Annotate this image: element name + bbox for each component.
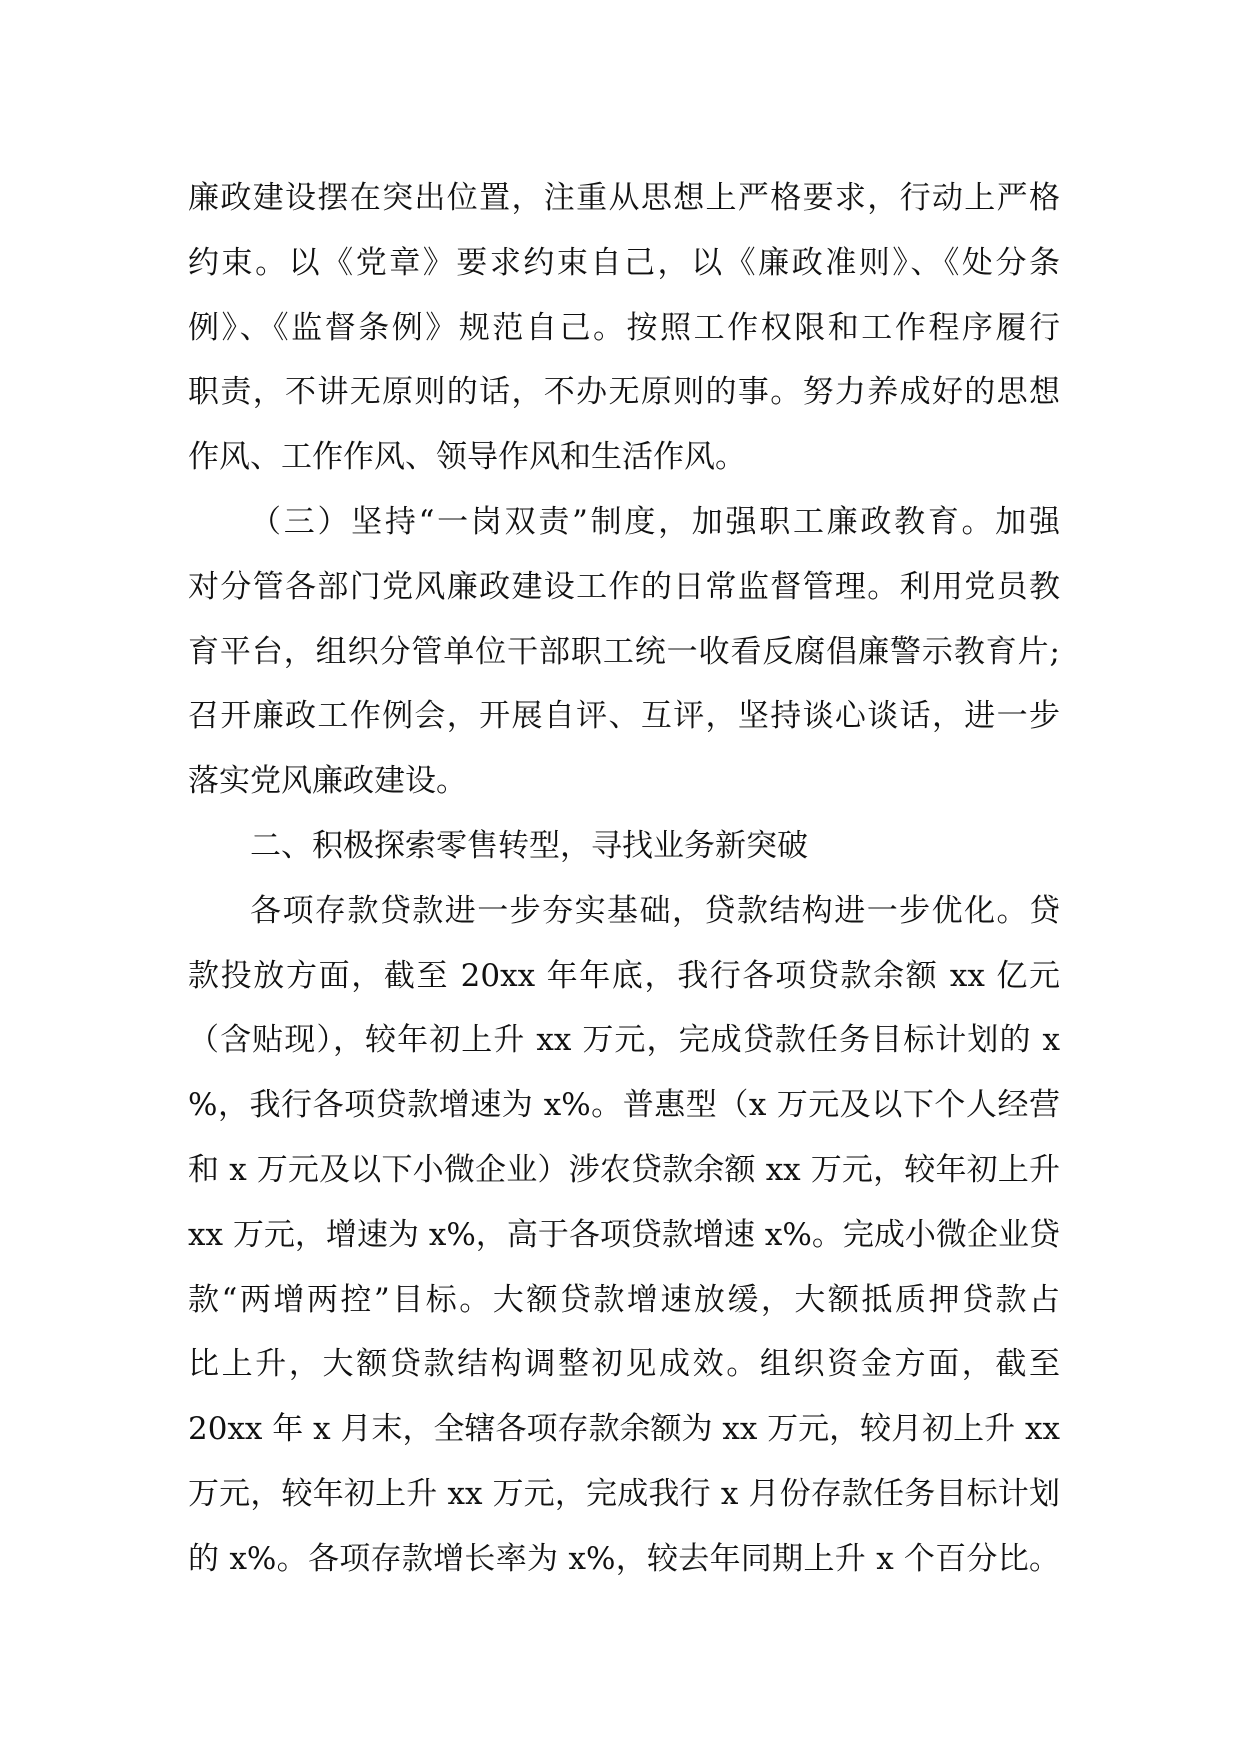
text-line: 的 x%。各项存款增长率为 x%，较去年同期上升 x 个百分比。: [188, 1540, 1060, 1577]
text-line: 约束。以《党章》要求约束自己，以《廉政准则》、《处分条: [188, 244, 1060, 281]
section-heading-line: （三）坚持“一岗双责”制度，加强职工廉政教育。加强: [250, 503, 1060, 540]
section-heading: 二、积极探索零售转型，寻找业务新突破: [250, 827, 808, 864]
text-line: 万元，较年初上升 xx 万元，完成我行 x 月份存款任务目标计划: [188, 1475, 1060, 1512]
text-line: 和 x 万元及以下小微企业）涉农贷款余额 xx 万元，较年初上升: [188, 1151, 1060, 1188]
text-line: （含贴现），较年初上升 xx 万元，完成贷款任务目标计划的 x: [188, 1022, 1060, 1059]
text-line: 款投放方面，截至 20xx 年年底，我行各项贷款余额 xx 亿元: [188, 957, 1060, 994]
text-line: 对分管各部门党风廉政建设工作的日常监督管理。利用党员教: [188, 568, 1060, 605]
text-line: 20xx 年 x 月末，全辖各项存款余额为 xx 万元，较月初上升 xx: [188, 1411, 1060, 1448]
text-line: 比上升，大额贷款结构调整初见成效。组织资金方面，截至: [188, 1346, 1060, 1383]
text-line: 款“两增两控”目标。大额贷款增速放缓，大额抵质押贷款占: [188, 1281, 1060, 1318]
text-line: 各项存款贷款进一步夯实基础，贷款结构进一步优化。贷: [250, 892, 1060, 929]
text-line: 落实党风廉政建设。: [188, 763, 467, 800]
text-line: 例》、《监督条例》规范自己。按照工作权限和工作程序履行: [188, 309, 1060, 346]
text-line: 育平台，组织分管单位干部职工统一收看反腐倡廉警示教育片;: [188, 633, 1060, 670]
text-line: 职责，不讲无原则的话，不办无原则的事。努力养成好的思想: [188, 374, 1060, 411]
document-body: [188, 166, 1060, 1592]
text-line: %，我行各项贷款增速为 x%。普惠型（x 万元及以下个人经营: [188, 1087, 1060, 1124]
text-line: 廉政建设摆在突出位置，注重从思想上严格要求，行动上严格: [188, 180, 1060, 216]
text-line: 作风、工作作风、领导作风和生活作风。: [188, 439, 746, 476]
text-line: 召开廉政工作例会，开展自评、互评，坚持谈心谈话，进一步: [188, 698, 1060, 735]
text-line: xx 万元，增速为 x%，高于各项贷款增速 x%。完成小微企业贷: [188, 1216, 1060, 1253]
